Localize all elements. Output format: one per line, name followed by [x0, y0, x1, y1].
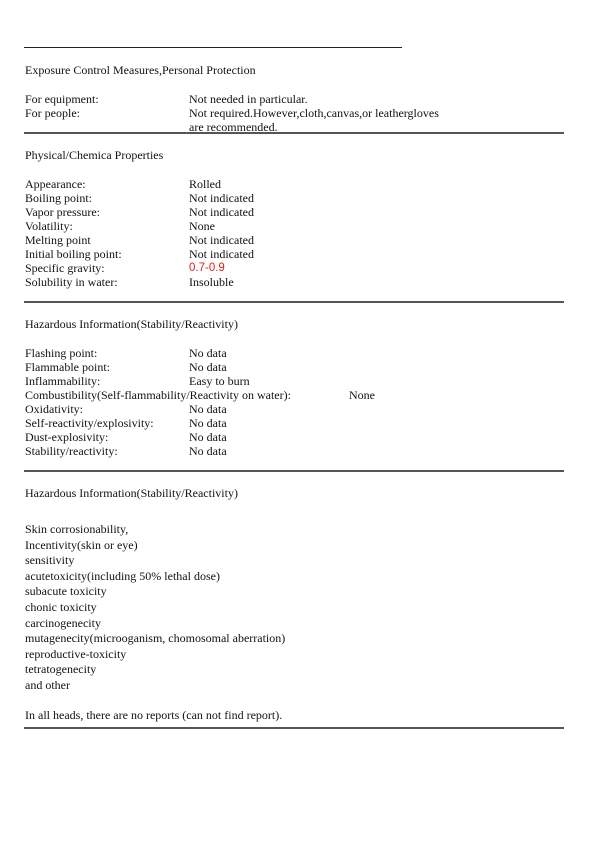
section-title-exposure: Exposure Control Measures,Personal Protection: [25, 63, 256, 77]
section-title-hazard-stability: Hazardous Information(Stability/Reactivity): [25, 317, 238, 331]
section-title-hazard-toxicity: Hazardous Information(Stability/Reactivity): [25, 486, 238, 500]
hazard-label: Stability/reactivity:: [25, 444, 118, 458]
property-value: Not indicated: [189, 205, 254, 219]
property-label: Solubility in water:: [25, 275, 118, 289]
specific-gravity-value: 0.7-0.9: [189, 262, 225, 274]
hazard-value: No data: [189, 360, 227, 374]
property-label: Melting point: [25, 233, 91, 247]
property-value: Not indicated: [189, 191, 254, 205]
hazard-label: Inflammability:: [25, 374, 101, 388]
toxicity-item: acutetoxicity(including 50% lethal dose): [25, 568, 220, 583]
hazard-label: Self-reactivity/explosivity:: [25, 416, 154, 430]
property-value: None: [189, 219, 215, 233]
section-divider: [24, 727, 564, 729]
no-reports-note: In all heads, there are no reports (can not find report).: [25, 708, 283, 722]
property-value: Not indicated: [189, 233, 254, 247]
toxicity-item: chonic toxicity: [25, 600, 97, 614]
value-people-line1: Not required.However,cloth,canvas,or leathergloves: [189, 106, 439, 120]
toxicity-item: subacute toxicity: [25, 584, 107, 599]
hazard-label: Oxidativity:: [25, 402, 83, 416]
section-divider: [24, 470, 564, 472]
section-divider: [24, 301, 564, 303]
hazard-value: No data: [189, 346, 227, 360]
label-equipment: For equipment:: [25, 92, 99, 106]
section-divider: [24, 132, 564, 134]
toxicity-item: and other: [25, 678, 70, 692]
hazard-label: Combustibility(Self-flammability/Reactivity on water):: [25, 388, 291, 402]
value-equipment: Not needed in particular.: [189, 92, 308, 106]
toxicity-item: mutagenecity(microoganism, chomosomal aberration): [25, 631, 286, 646]
toxicity-item: sensitivity: [25, 553, 75, 568]
hazard-value: No data: [189, 444, 227, 458]
hazard-value: None: [349, 388, 375, 402]
hazard-label: Flammable point:: [25, 360, 110, 374]
property-label: Initial boiling point:: [25, 247, 122, 261]
property-label: Boiling point:: [25, 191, 93, 205]
property-label: Volatility:: [25, 219, 73, 233]
hazard-value: No data: [189, 416, 227, 430]
section-title-properties: Physical/Chemica Properties: [25, 148, 164, 162]
value-people-line2: are recommended.: [189, 120, 278, 134]
toxicity-item: reproductive-toxicity: [25, 646, 127, 661]
hazard-label: Flashing point:: [25, 346, 98, 360]
toxicity-item: tetratogenecity: [25, 662, 97, 677]
property-value: Not indicated: [189, 247, 254, 261]
hazard-value: No data: [189, 430, 227, 444]
hazard-label: Dust-explosivity:: [25, 430, 109, 444]
toxicity-item: carcinogenecity: [25, 615, 101, 630]
top-rule: [24, 47, 402, 48]
toxicity-item: Skin corrosionability,: [25, 522, 129, 536]
property-label: Specific gravity:: [25, 261, 105, 275]
property-value: Rolled: [189, 177, 221, 191]
hazard-value: Easy to burn: [189, 374, 250, 388]
label-people: For people:: [25, 106, 80, 120]
property-value: Insoluble: [189, 275, 234, 289]
toxicity-item: Incentivity(skin or eye): [25, 537, 138, 552]
property-label: Vapor pressure:: [25, 205, 100, 219]
hazard-value: No data: [189, 402, 227, 416]
property-label: Appearance:: [25, 177, 86, 191]
